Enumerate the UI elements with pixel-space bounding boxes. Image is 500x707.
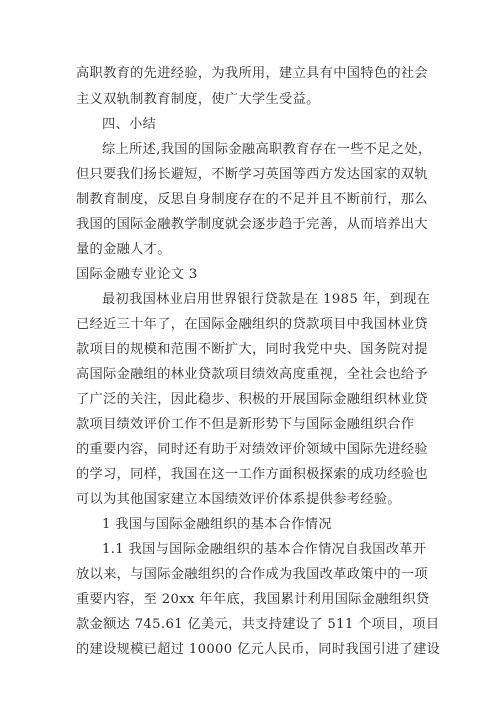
text-line: 但只要我们扬长避短，不断学习英国等西方发达国家的双轨 <box>76 167 428 182</box>
text-line: 1.1 我国与国际金融组织的基本合作情况自我国改革开 <box>102 542 427 557</box>
section-heading: 1 我国与国际金融组织的基本合作情况 <box>102 517 332 532</box>
article-title: 国际金融专业论文 3 <box>76 267 198 282</box>
text-line: 我国的国际金融教学制度就会逐步趋于完善，从而培养出大 <box>76 217 428 232</box>
text-line: 款金额达 745.61 亿美元，共支持建设了 511 个项目，项目 <box>76 617 440 632</box>
text-line: 的重要内容，同时还有助于对绩效评价领域中国际先进经验 <box>76 442 428 457</box>
text-line: 的学习，同样，我国在这一工作方面积极探索的成功经验也 <box>76 467 428 482</box>
text-line: 量的金融人才。 <box>76 242 171 257</box>
text-line: 制教育制度，反思自身制度存在的不足并且不断前行，那么 <box>76 192 428 207</box>
text-line: 最初我国林业启用世界银行贷款是在 1985 年，到现在 <box>102 292 431 307</box>
text-line: 综上所述,我国的国际金融高职教育存在一些不足之处， <box>102 142 432 157</box>
text-line: 高职教育的先进经验，为我所用，建立具有中国特色的社会 <box>76 66 428 81</box>
text-line: 款项目的规模和范围不断扩大，同时我党中央、国务院对提 <box>76 342 428 357</box>
text-line: 主义双轨制教育制度，使广大学生受益。 <box>76 92 320 107</box>
text-line: 的建设规模已超过 10000 亿元人民币，同时我国引进了建设 <box>76 642 441 657</box>
text-line: 了广泛的关注，因此稳步、积极的开展国际金融组织林业贷 <box>76 392 428 407</box>
text-line: 重要内容，至 20xx 年年底，我国累计利用国际金融组织贷 <box>76 592 430 607</box>
text-line: 已经近三十年了，在国际金融组织的贷款项目中我国林业贷 <box>76 317 428 332</box>
section-heading: 四、小结 <box>102 117 157 132</box>
text-line: 款项目绩效评价工作不但是新形势下与国际金融组织合作 <box>76 417 415 432</box>
text-line: 放以来，与国际金融组织的合作成为我国改革政策中的一项 <box>76 567 428 582</box>
text-line: 可以为其他国家建立本国绩效评价体系提供参考经验。 <box>76 492 401 507</box>
text-line: 高国际金融组的林业贷款项目绩效高度重视，全社会也给予 <box>76 367 428 382</box>
